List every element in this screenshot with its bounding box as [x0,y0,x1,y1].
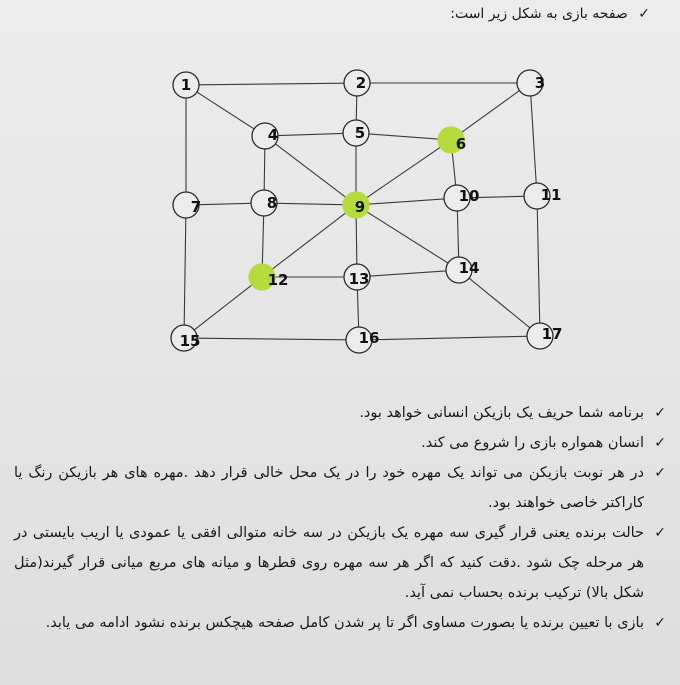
board-edge [537,209,539,323]
board-node-label: 15 [179,332,201,350]
board-edge [452,153,455,185]
board-node-label: 10 [458,187,480,205]
board-node-label: 17 [541,325,563,343]
heading-text: صفحه بازی به شکل زیر است: [450,6,628,22]
board-edge [462,91,520,133]
board-node-label: 11 [540,186,562,204]
board-edge [275,144,345,197]
checkmark-icon: ✓ [654,615,666,631]
rules-list [14,398,666,638]
rule-text: در هر نوبت بازیکن می تواند یک مهره خود را در یک محل خالی قرار دهد .مهره های هر بازیکن رنگ یا کاراکتر خاصی خواهند بود. [14,465,644,511]
board-node-label: 16 [358,329,380,347]
board-edge [369,134,438,139]
board-edge [356,218,357,264]
checkmark-icon: ✓ [654,405,666,421]
board-node-label: 5 [354,124,366,142]
board-edge [369,199,444,204]
board-node-label: 3 [534,74,546,92]
board-edge [197,92,254,129]
board-edge [469,278,530,328]
board-nodes [171,70,562,353]
board-edge [194,285,252,330]
board-edge [199,83,344,85]
board-edge [457,211,458,257]
rule-item [14,398,666,428]
board-node-label: 8 [266,194,278,212]
board-edge [367,212,448,263]
board-node-label: 12 [267,271,289,289]
board-node-label: 13 [348,270,370,288]
rule-text: انسان همواره بازی را شروع می کند. [421,435,644,451]
rule-text: حالت برنده یعنی قرار گیری سه مهره یک بازیکن در سه خانه متوالی افقی یا عمودی یا اریب بایستی در هر مرحله چک شود .دقت کنید که اگر هر سه مهره روی قطرها و میانه های مربع میانی قرار گیرند(مثل شکل بالا) ترکیب برنده بحساب نمی آید. [14,525,644,601]
board-node-label: 2 [355,74,367,92]
board-node-label: 4 [267,126,279,144]
rule-item [14,608,666,638]
board-edge [372,336,527,339]
board-edge [262,216,263,264]
rule-text: برنامه شما حریف یک بازیکن انسانی خواهد بود. [359,405,644,421]
board-edge [278,133,343,135]
board-node-label: 7 [190,198,202,216]
board-edge [277,203,343,204]
board-edge [264,149,265,190]
board-edge [357,290,358,327]
rule-item [14,518,666,608]
board-edge [272,213,345,269]
checkmark-icon: ✓ [654,435,666,451]
rule-item [14,428,666,458]
board-node-label: 1 [180,76,192,94]
checkmark-icon: ✓ [638,6,650,22]
rule-item [14,458,666,518]
rule-text: بازی با تعیین برنده یا بصورت مساوی اگر تا پر شدن کامل صفحه هیچکس برنده نشود ادامه می یابد. [45,615,644,631]
board-node-label: 14 [458,259,480,277]
board-edge [197,338,346,340]
checkmark-icon: ✓ [654,465,666,481]
board-edge [184,218,186,325]
board-edge [367,147,441,197]
board-node-label: 9 [354,198,366,216]
board-edge [531,96,536,183]
board-edge [199,203,251,204]
board-node-label: 6 [455,135,467,153]
checkmark-icon: ✓ [654,525,666,541]
board-edge [370,271,446,276]
